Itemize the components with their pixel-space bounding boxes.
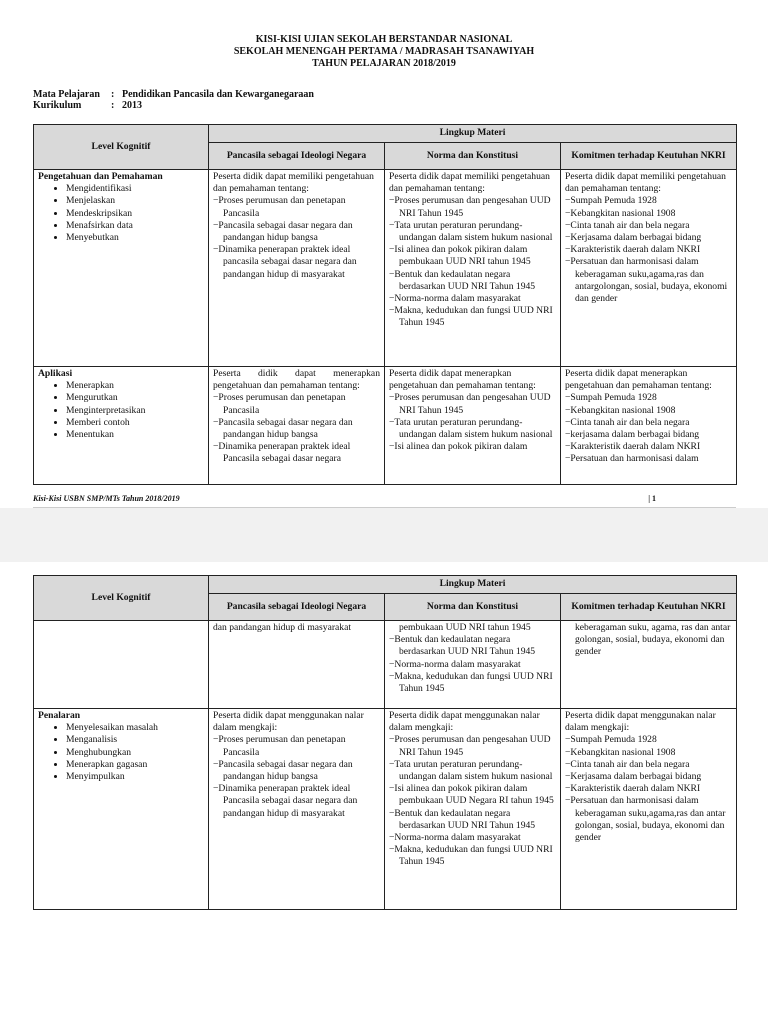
dash-list [565,195,732,305]
list-item: − Isi alinea dan pokok pikiran dalam pembukaan UUD Negara RI tahun 1945 [389,783,556,807]
cell-intro: Peserta didik dapat memiliki pengetahuan dan pemahaman tentang: [389,171,550,195]
list-item: • Mengidentifikasi [66,183,204,195]
list-item: − Cinta tanah air dan bela negara [565,759,732,771]
subject-value: Pendidikan Pancasila dan Kewarganegaraan [122,89,314,100]
cell-col3 [561,709,737,910]
header-col3: Komitmen terhadap Keutuhan NKRI [561,594,737,621]
grid-table-page2 [33,575,737,910]
list-item: − Kebangkitan nasional 1908 [565,208,732,220]
level-title: Penalaran [38,710,81,721]
cell-text: pembukaan UUD NRI tahun 1945 [399,622,531,633]
list-item: • Mendeskripsikan [66,208,204,220]
level-cell [34,709,209,910]
list-item: − Kebangkitan nasional 1908 [565,747,732,759]
doc-title-line1: KISI-KISI UJIAN SEKOLAH BERSTANDAR NASIONAL [255,34,513,45]
header-col1: Pancasila sebagai Ideologi Negara [209,594,385,621]
page-number: | 1 [648,494,656,503]
curriculum-label: Kurikulum [33,100,82,111]
list-item: − Kerjasama dalam berbagai bidang [565,771,732,783]
list-item: − Persatuan dan harmonisasi dalam keberagaman suku,agama,ras dan antar golongan, sosial, budaya, ekonomi dan gender [565,795,732,844]
cell-intro: Peserta didik dapat memiliki pengetahuan dan pemahaman tentang: [213,171,374,195]
list-item: − Dinamika penerapan praktek ideal pancasila sebagai dasar negara dan pandangan hidup di masyarakat [213,244,380,281]
cell-col2 [385,367,561,485]
cell-intro: Peserta didik dapat menerapkan pengetahuan dan pemahaman tentang: [213,368,380,392]
list-item: − Sumpah Pemuda 1928 [565,392,732,404]
list-item: − Makna, kedudukan dan fungsi UUD NRI Tahun 1945 [389,671,556,695]
dash-list [213,392,380,465]
header-col2: Norma dan Konstitusi [385,594,561,621]
list-item: • Menghubungkan [66,747,204,759]
level-list [38,380,204,441]
list-item: − Karakteristik daerah dalam NKRI [565,783,732,795]
list-item: − Proses perumusan dan pengesahan UUD NRI Tahun 1945 [389,195,556,219]
cell-col1 [209,170,385,367]
list-item: − Tata urutan peraturan perundang-undangan dalam sistem hukum nasional [389,220,556,244]
cell-col3 [561,367,737,485]
list-item: − Persatuan dan harmonisasi dalam [565,453,732,465]
list-item: − Pancasila sebagai dasar negara dan pandangan hidup bangsa [213,759,380,783]
list-item: − Persatuan dan harmonisasi dalam keberagaman suku,agama,ras dan antargolongan, sosial, budaya, ekonomi dan gender [565,256,732,305]
level-list [38,722,204,783]
list-item: − Karakteristik daerah dalam NKRI [565,244,732,256]
dash-list [213,734,380,819]
level-cell [34,367,209,485]
cell-intro: Peserta didik dapat menerapkan pengetahuan dan pemahaman tentang: [565,368,712,392]
dash-list [389,634,556,695]
dash-list [389,195,556,329]
curriculum-colon: : [111,100,115,111]
cell-col1 [209,709,385,910]
row-aplikasi [34,367,737,485]
list-item: • Menyelesaikan masalah [66,722,204,734]
cell-text: keberagaman suku, agama, ras dan antar golongan, sosial, budaya, ekonomi dan gender [575,622,731,658]
level-cell [34,170,209,367]
footer-text: Kisi-Kisi USBN SMP/MTs Tahun 2018/2019 [33,494,180,503]
curriculum-value: 2013 [122,100,142,111]
list-item: − Norma-norma dalam masyarakat [389,293,556,305]
list-item: − Dinamika penerapan praktek ideal Pancasila sebagai dasar negara dan pandangan hidup di masyarakat [213,783,380,820]
page-footer [33,493,736,505]
doc-title-line3: TAHUN PELAJARAN 2018/2019 [312,58,456,69]
list-item: − Bentuk dan kedaulatan negara berdasarkan UUD NRI Tahun 1945 [389,269,556,293]
cell-text: dan pandangan hidup di masyarakat [213,622,351,633]
list-item: • Menginterpretasikan [66,405,204,417]
list-item: − Bentuk dan kedaulatan negara berdasarkan UUD NRI Tahun 1945 [389,634,556,658]
cell-intro: Peserta didik dapat menggunakan nalar dalam mengkaji: [389,710,540,734]
cell-col2 [385,709,561,910]
cell-intro: Peserta didik dapat menggunakan nalar dalam mengkaji: [213,710,364,734]
list-item: − Pancasila sebagai dasar negara dan pandangan hidup bangsa [213,417,380,441]
header-scope: Lingkup Materi [209,125,737,143]
header-col3: Komitmen terhadap Keutuhan NKRI [561,143,737,170]
list-item: − Isi alinea dan pokok pikiran dalam pembukaan UUD NRI tahun 1945 [389,244,556,268]
cell-col1 [209,621,385,709]
header-level: Level Kognitif [34,125,209,170]
list-item: • Menjelaskan [66,195,204,207]
list-item: − Pancasila sebagai dasar negara dan pandangan hidup bangsa [213,220,380,244]
list-item: − kerjasama dalam berbagai bidang [565,429,732,441]
list-item: − Norma-norma dalam masyarakat [389,659,556,671]
list-item: − Cinta tanah air dan bela negara [565,417,732,429]
list-item: − Proses perumusan dan penetapan Pancasila [213,392,380,416]
list-item: − Sumpah Pemuda 1928 [565,195,732,207]
cell-intro: Peserta didik dapat menerapkan pengetahuan dan pemahaman tentang: [389,368,536,392]
row-pengetahuan [34,170,737,367]
row-penalaran [34,709,737,910]
list-item: − Tata urutan peraturan perundang-undangan dalam sistem hukum nasional [389,417,556,441]
grid-table-page1 [33,124,737,485]
list-item: • Memberi contoh [66,417,204,429]
list-item: − Karakteristik daerah dalam NKRI [565,441,732,453]
list-item: • Menganalisis [66,734,204,746]
header-col1: Pancasila sebagai Ideologi Negara [209,143,385,170]
list-item: • Menafsirkan data [66,220,204,232]
page-2 [0,562,768,1024]
list-item: − Makna, kedudukan dan fungsi UUD NRI Tahun 1945 [389,305,556,329]
list-item: − Makna, kedudukan dan fungsi UUD NRI Tahun 1945 [389,844,556,868]
list-item: − Cinta tanah air dan bela negara [565,220,732,232]
list-item: − Isi alinea dan pokok pikiran dalam [389,441,556,453]
cell-intro: Peserta didik dapat memiliki pengetahuan dan pemahaman tentang: [565,171,726,195]
list-item: − Proses perumusan dan pengesahan UUD NRI Tahun 1945 [389,734,556,758]
list-item: − Kebangkitan nasional 1908 [565,405,732,417]
list-item: − Tata urutan peraturan perundang-undangan dalam sistem hukum nasional [389,759,556,783]
list-item: − Sumpah Pemuda 1928 [565,734,732,746]
cell-col3 [561,621,737,709]
list-item: − Proses perumusan dan pengesahan UUD NRI Tahun 1945 [389,392,556,416]
list-item: − Kerjasama dalam berbagai bidang [565,232,732,244]
list-item: − Bentuk dan kedaulatan negara berdasarkan UUD NRI Tahun 1945 [389,808,556,832]
list-item: • Menyebutkan [66,232,204,244]
subject-colon: : [111,89,115,100]
header-scope: Lingkup Materi [209,576,737,594]
dash-list [389,392,556,453]
level-list [38,183,204,244]
list-item: • Mengurutkan [66,392,204,404]
header-level: Level Kognitif [34,576,209,621]
meta-curriculum [33,100,142,112]
list-item: • Menerapkan gagasan [66,759,204,771]
cell-col1 [209,367,385,485]
list-item: • Menerapkan [66,380,204,392]
dash-list [565,734,732,844]
dash-list [213,195,380,280]
list-item: − Proses perumusan dan penetapan Pancasila [213,734,380,758]
cell-col3 [561,170,737,367]
doc-title-line2: SEKOLAH MENENGAH PERTAMA / MADRASAH TSANAWIYAH [233,46,535,57]
dash-list [389,734,556,868]
level-cell [34,621,209,709]
list-item: − Norma-norma dalam masyarakat [389,832,556,844]
cell-intro: Peserta didik dapat menggunakan nalar dalam mengkaji: [565,710,716,734]
list-item: − Dinamika penerapan praktek ideal Pancasila sebagai dasar negara [213,441,380,465]
cell-col2 [385,170,561,367]
level-title: Aplikasi [38,368,73,379]
dash-list [565,392,732,465]
row-continued [34,621,737,709]
list-item: • Menentukan [66,429,204,441]
level-title: Pengetahuan dan Pemahaman [38,171,163,182]
subject-label: Mata Pelajaran [33,89,100,100]
page-gap [0,508,768,562]
list-item: − Proses perumusan dan penetapan Pancasila [213,195,380,219]
list-item: • Menyimpulkan [66,771,204,783]
header-col2: Norma dan Konstitusi [385,143,561,170]
cell-col2 [385,621,561,709]
